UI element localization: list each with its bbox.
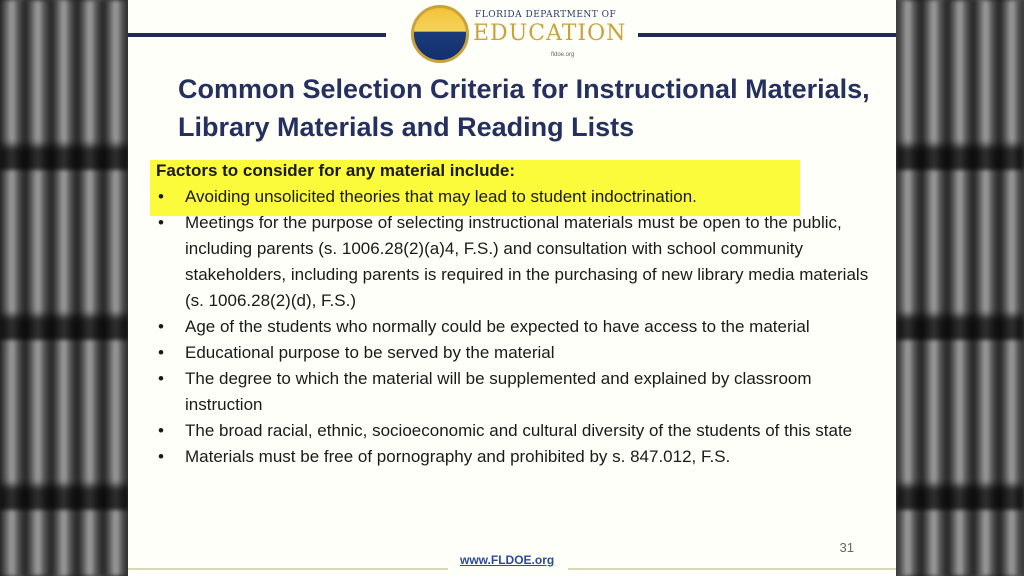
slide-title: Common Selection Criteria for Instructional Materials, Library Materials and Reading Lists	[178, 74, 870, 142]
lead-text: Factors to consider for any material include:	[156, 161, 515, 180]
list-item: • Materials must be free of pornography and prohibited by s. 847.012, F.S.	[156, 444, 876, 470]
list-item: • Educational purpose to be served by the material	[156, 340, 876, 366]
list-item: • Avoiding unsolicited theories that may lead to student indoctrination.	[156, 184, 876, 210]
footer-rule-right	[568, 568, 896, 570]
list-item: • Meetings for the purpose of selecting instructional materials must be open to the public, including parents (s. 1006.28(2)(a)4, F.S.) and consultation with school community stakeholders, including parents is required in the purchasing of new library media materials (s. 1006.28(2)(d), F.S.)	[156, 210, 876, 314]
slide	[128, 0, 896, 576]
logo-line1: FLORIDA DEPARTMENT OF	[475, 10, 617, 20]
logo-line3: fldoe.org	[551, 52, 575, 58]
background-bookshelf-right	[896, 0, 1024, 576]
background-bookshelf-left	[0, 0, 128, 576]
header-rule-right	[638, 33, 896, 37]
header-rule-left	[128, 33, 386, 37]
seal-icon	[411, 5, 469, 63]
fldoe-logo	[411, 5, 627, 65]
logo-line2: EDUCATION	[473, 21, 627, 46]
list-item: • The broad racial, ethnic, socioeconomic and cultural diversity of the students of this state	[156, 418, 876, 444]
list-item: • The degree to which the material will be supplemented and explained by classroom instruction	[156, 366, 876, 418]
footer-url-link[interactable]: www.FLDOE.org	[460, 553, 555, 567]
list-item: • Age of the students who normally could be expected to have access to the material	[156, 314, 876, 340]
slide-body	[156, 158, 876, 470]
footer-rule-left	[128, 568, 448, 570]
criteria-list	[156, 184, 876, 470]
page-number: 31	[839, 540, 854, 555]
